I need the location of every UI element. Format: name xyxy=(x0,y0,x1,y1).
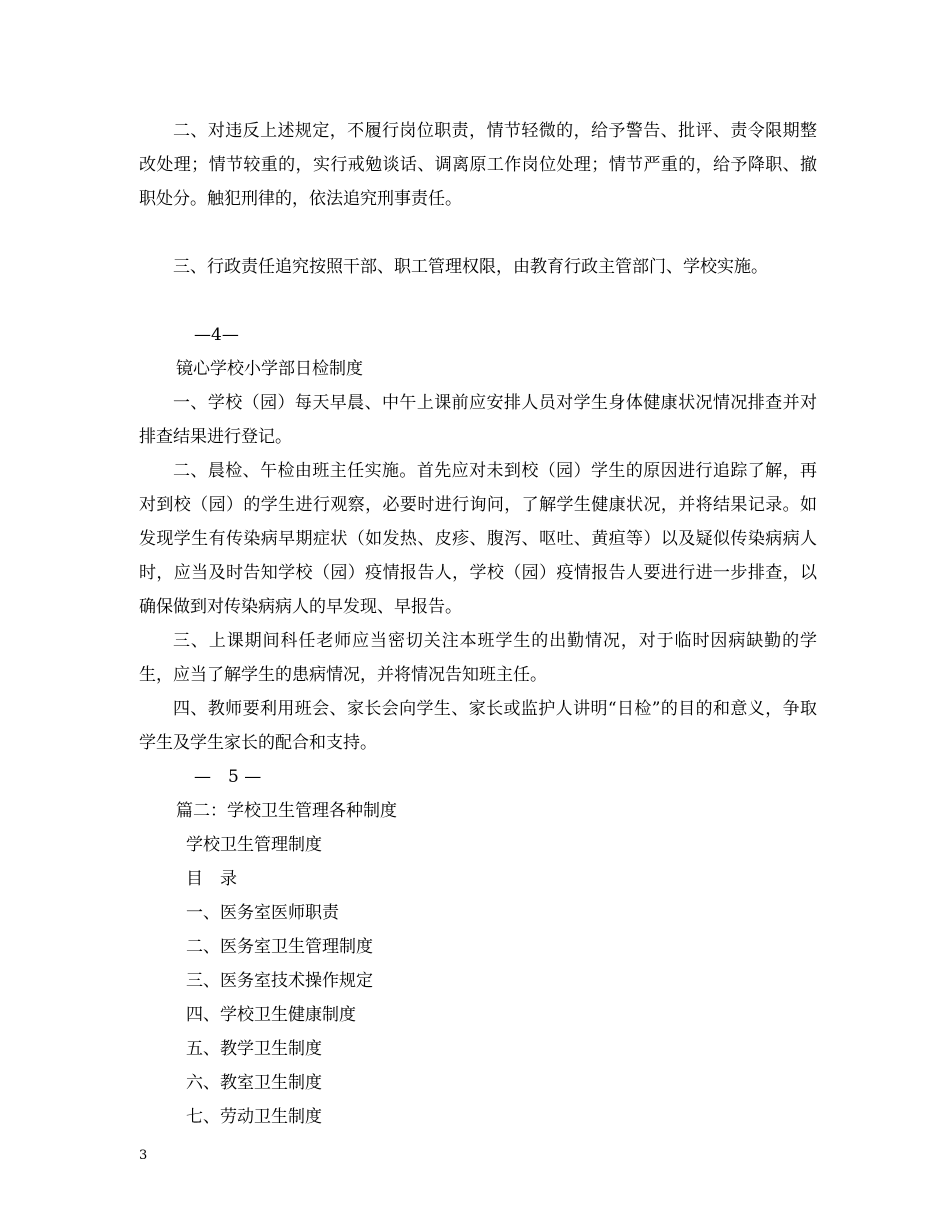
toc-item: 一、医务室医师职责 xyxy=(186,903,339,923)
toc-item: 七、劳动卫生制度 xyxy=(186,1107,322,1127)
paragraph-administrative-responsibility: 三、行政责任追究按照干部、职工管理权限，由教育行政主管部门、学校实施。 xyxy=(173,257,768,277)
paragraph-parent-communication: 四、教师要利用班会、家长会向学生、家长或监护人讲明“日检”的目的和意义，争取学生及学生家长的配合和支持。 xyxy=(139,699,817,753)
toc-item: 六、教室卫生制度 xyxy=(186,1073,322,1093)
section-heading: 篇二：学校卫生管理各种制度 xyxy=(176,801,397,821)
paragraph-class-teacher-check: 二、晨检、午检由班主任实施。首先应对未到校（园）学生的原因进行追踪了解，再对到校（园）的学生进行观察，必要时进行询问，了解学生健康状况，并将结果记录。如发现学生有传染病早期症状（如发热、皮疹、腹泻、呕吐、黄疸等）以及疑似传染病病人时，应当及时告知学校（园）疫情报告人，学校（园）疫情报告人要进行进一步排查，以确保做到对传染病病人的早发现、早报告。 xyxy=(139,461,817,617)
document-subtitle: 学校卫生管理制度 xyxy=(186,835,322,855)
paragraph-morning-check: 一、学校（园）每天早晨、中午上课前应安排人员对学生身体健康状况情况排查并对排查结果进行登记。 xyxy=(139,393,817,447)
toc-item: 四、学校卫生健康制度 xyxy=(186,1005,356,1025)
paragraph-violation-penalties: 二、对违反上述规定，不履行岗位职责，情节轻微的，给予警告、批评、责令限期整改处理；情节较重的，实行戒勉谈话、调离原工作岗位处理；情节严重的，给予降职、撤职处分。触犯刑律的，依法追究刑事责任。 xyxy=(139,121,817,209)
toc-heading: 目 录 xyxy=(186,869,237,889)
toc-item: 三、医务室技术操作规定 xyxy=(186,971,373,991)
section-title: 镜心学校小学部日检制度 xyxy=(176,359,363,379)
toc-item: 五、教学卫生制度 xyxy=(186,1039,322,1059)
page-marker: — 5 — xyxy=(194,767,262,787)
page-number: 3 xyxy=(139,1148,148,1163)
paragraph-attendance-monitoring: 三、上课期间科任老师应当密切关注本班学生的出勤情况，对于临时因病缺勤的学生，应当了解学生的患病情况，并将情况告知班主任。 xyxy=(139,631,817,685)
toc-item: 二、医务室卫生管理制度 xyxy=(186,937,373,957)
page-marker: —4— xyxy=(194,325,239,345)
